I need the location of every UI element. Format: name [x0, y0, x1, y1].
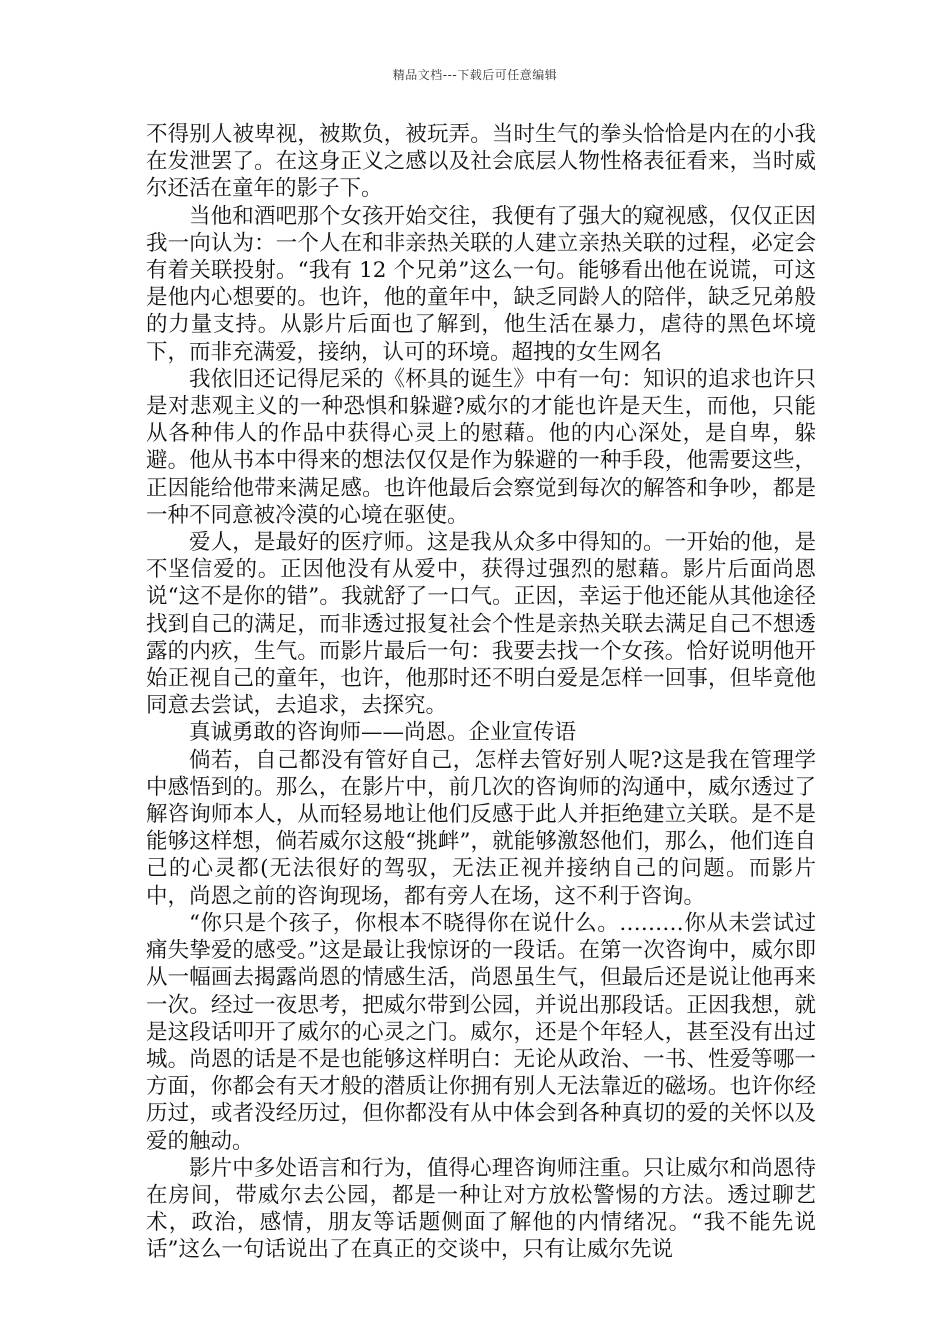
paragraph: 不得别人被卑视，被欺负，被玩弄。当时生气的拳头恰恰是内在的小我在发泄罢了。在这身正义之感以及社会底层人物性格表征看来，当时威尔还活在童年的影子下。 [146, 122, 816, 202]
document-body [146, 121, 816, 1264]
paragraph: 我依旧还记得尼采的《杯具的诞生》中有一句：知识的追求也许只是对悲观主义的一种恐惧和躲避?威尔的才能也许是天生，而他，只能从各种伟人的作品中获得心灵上的慰藉。他的内心深处，是自卑，躲避。他从书本中得来的想法仅仅是作为躲避的一种手段，他需要这些，正因能给他带来满足感。也许他最后会察觉到每次的解答和争吵，都是一种不同意被冷漠的心境在驱使。 [146, 366, 816, 528]
paragraph: “你只是个孩子，你根本不晓得你在说什么。………你从未尝试过痛失挚爱的感受。”这是最让我惊讶的一段话。在第一次咨询中，威尔即从一幅画去揭露尚恩的情感生活，尚恩虽生气，但最后还是说让他再来一次。经过一夜思考，把威尔带到公园，并说出那段话。正因我想，就是这段话叩开了威尔的心灵之门。威尔，还是个年轻人，甚至没有出过城。尚恩的话是不是也能够这样明白：无论从政治、一书、性爱等哪一方面，你都会有天才般的潜质让你拥有别人无法靠近的磁场。也许你经历过，或者没经历过，但你都没有从中体会到各种真切的爱的关怀以及爱的触动。 [146, 910, 816, 1154]
page-header: 精品文档---下载后可任意编辑 [392, 68, 558, 82]
paragraph: 爱人，是最好的医疗师。这是我从众多中得知的。一开始的他，是不坚信爱的。正因他没有从爱中，获得过强烈的慰藉。影片后面尚恩说“这不是你的错”。我就舒了一口气。正因，幸运于他还能从其他途径找到自己的满足，而非透过报复社会个性是亲热关联去满足自己不想透露的内疚，生气。而影片最后一句：我要去找一个女孩。恰好说明他开始正视自己的童年，也许，他那时还不明白爱是怎样一回事，但毕竟他同意去尝试，去追求，去探究。 [146, 530, 816, 719]
paragraph: 倘若，自己都没有管好自己，怎样去管好别人呢?这是我在管理学中感悟到的。那么，在影片中，前几次的咨询师的沟通中，威尔透过了解咨询师本人，从而轻易地让他们反感于此人并拒绝建立关联。是不是能够这样想，倘若威尔这般“挑衅”，就能够激怒他们，那么，他们连自己的心灵都(无法很好的驾驭，无法正视并接纳自己的问题。而影片中，尚恩之前的咨询现场，都有旁人在场，这不利于咨询。 [146, 747, 816, 909]
section-heading: 真诚勇敢的咨询师——尚恩。企业宣传语 [189, 720, 577, 746]
paragraph: 当他和酒吧那个女孩开始交往，我便有了强大的窥视感，仅仅正因我一向认为：一个人在和非亲热关联的人建立亲热关联的过程，必定会有着关联投射。“我有 12 个兄弟”这么一句。能够看出他在说谎，可这是他内心想要的。也许，他的童年中，缺乏同龄人的陪伴，缺乏兄弟般的力量支持。从影片后面也了解到，他生活在暴力，虐待的黑色坏境下，而非充满爱，接纳，认可的环境。超拽的女生网名 [146, 203, 816, 365]
paragraph: 影片中多处语言和行为，值得心理咨询师注重。只让威尔和尚恩待在房间，带威尔去公园，都是一种让对方放松警惕的方法。透过聊艺术，政治，感情，朋友等话题侧面了解他的内情绪况。“我不能先说话”这么一句话说出了在真正的交谈中，只有让威尔先说 [146, 1155, 816, 1263]
